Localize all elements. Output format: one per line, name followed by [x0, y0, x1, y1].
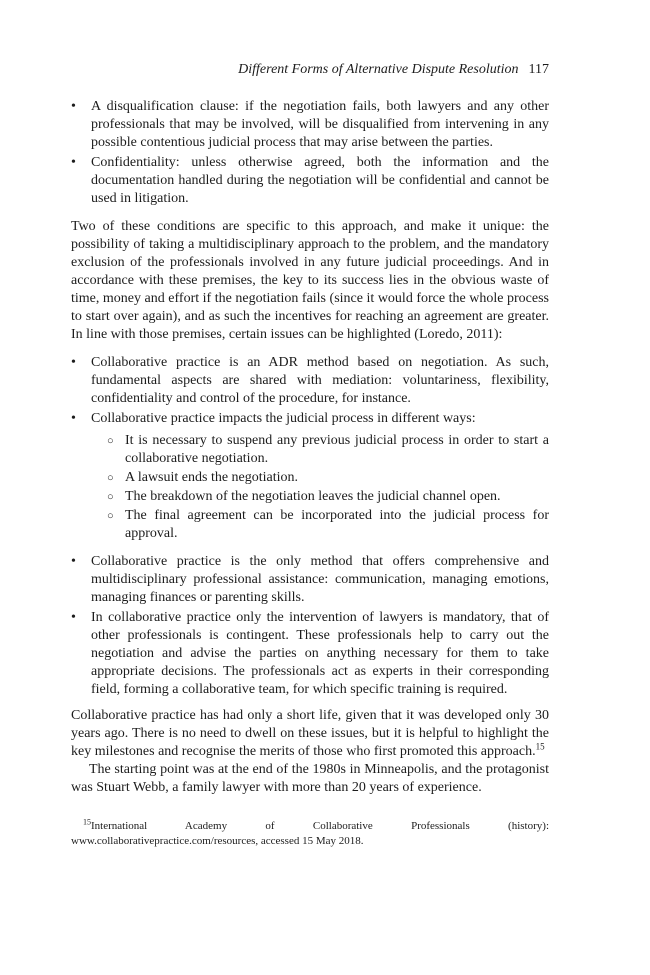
footnote-number: 15 — [83, 817, 91, 827]
sub-bullet-list — [107, 432, 549, 543]
bullet-list-issues — [71, 354, 549, 699]
sub-list-item: ○ A lawsuit ends the negotiation. — [107, 469, 549, 487]
body-paragraph: The starting point was at the end of the 1980s in Minneapolis, and the protagonist was Stuart Webb, a family lawyer with more than 20 years of experience. — [71, 762, 549, 795]
list-item: • Collaborative practice is an ADR method based on negotiation. As such, fundamental aspects are shared with mediation: voluntariness, flexibility, confidentiality and control of the procedure, for instance. — [71, 354, 549, 408]
running-header-title: Different Forms of Alternative Dispute Resolution — [238, 62, 519, 77]
footnote-text: International Academy of Collaborative Professionals (history): www.collaborativepractice.com/resources, accessed 15 May 2018. — [71, 820, 549, 847]
page-number: 117 — [528, 62, 549, 77]
list-item — [71, 410, 549, 543]
list-item-text: Collaborative practice impacts the judicial process in different ways: — [91, 411, 476, 426]
list-item: • Confidentiality: unless otherwise agreed, both the information and the documentation handled during the negotiation will be confidential and cannot be used in litigation. — [71, 154, 549, 208]
list-item: • Collaborative practice is the only method that offers comprehensive and multidisciplinary professional assistance: communication, managing emotions, managing finances or parenting skills. — [71, 553, 549, 607]
sub-list-item: ○ The final agreement can be incorporated into the judicial process for approval. — [107, 507, 549, 543]
footnote — [71, 819, 549, 849]
bullet-list-conditions — [71, 98, 549, 208]
paragraph-text: Collaborative practice has had only a short life, given that it was developed only 30 years ago. There is no need to dwell on these issues, but it is helpful to highlight the key milestones and recognise the merits of those who first promoted this approach. — [71, 708, 549, 759]
book-page — [71, 62, 549, 849]
sub-list-item: ○ It is necessary to suspend any previous judicial process in order to start a collaborative negotiation. — [107, 432, 549, 468]
body-paragraph: Two of these conditions are specific to this approach, and make it unique: the possibility of taking a multidisciplinary approach to the problem, and the mandatory exclusion of the professionals involved in any future judicial proceedings. And in accordance with these premises, the key to its success lies in the obvious waste of time, money and effort if the negotiation fails (since it would force the whole process to start over again), and as such the incentives for reaching an agreement are greater. In line with those premises, certain issues can be highlighted (Loredo, 2011): — [71, 219, 549, 342]
footnote-reference[interactable]: 15 — [535, 741, 545, 752]
sub-list-item: ○ The breakdown of the negotiation leaves the judicial channel open. — [107, 488, 549, 506]
body-paragraph — [71, 707, 549, 761]
list-item: • In collaborative practice only the intervention of lawyers is mandatory, that of other professionals is contingent. These professionals help to carry out the negotiation and advise the parties on anything necessary for them to take appropriate decisions. The professionals act as experts in their corresponding field, forming a collaborative team, for which specific training is required. — [71, 609, 549, 699]
list-item: • A disqualification clause: if the negotiation fails, both lawyers and any other professionals that may be involved, will be disqualified from intervening in any possible contentious judicial process that may arise between the parties. — [71, 98, 549, 152]
running-header — [71, 62, 549, 78]
